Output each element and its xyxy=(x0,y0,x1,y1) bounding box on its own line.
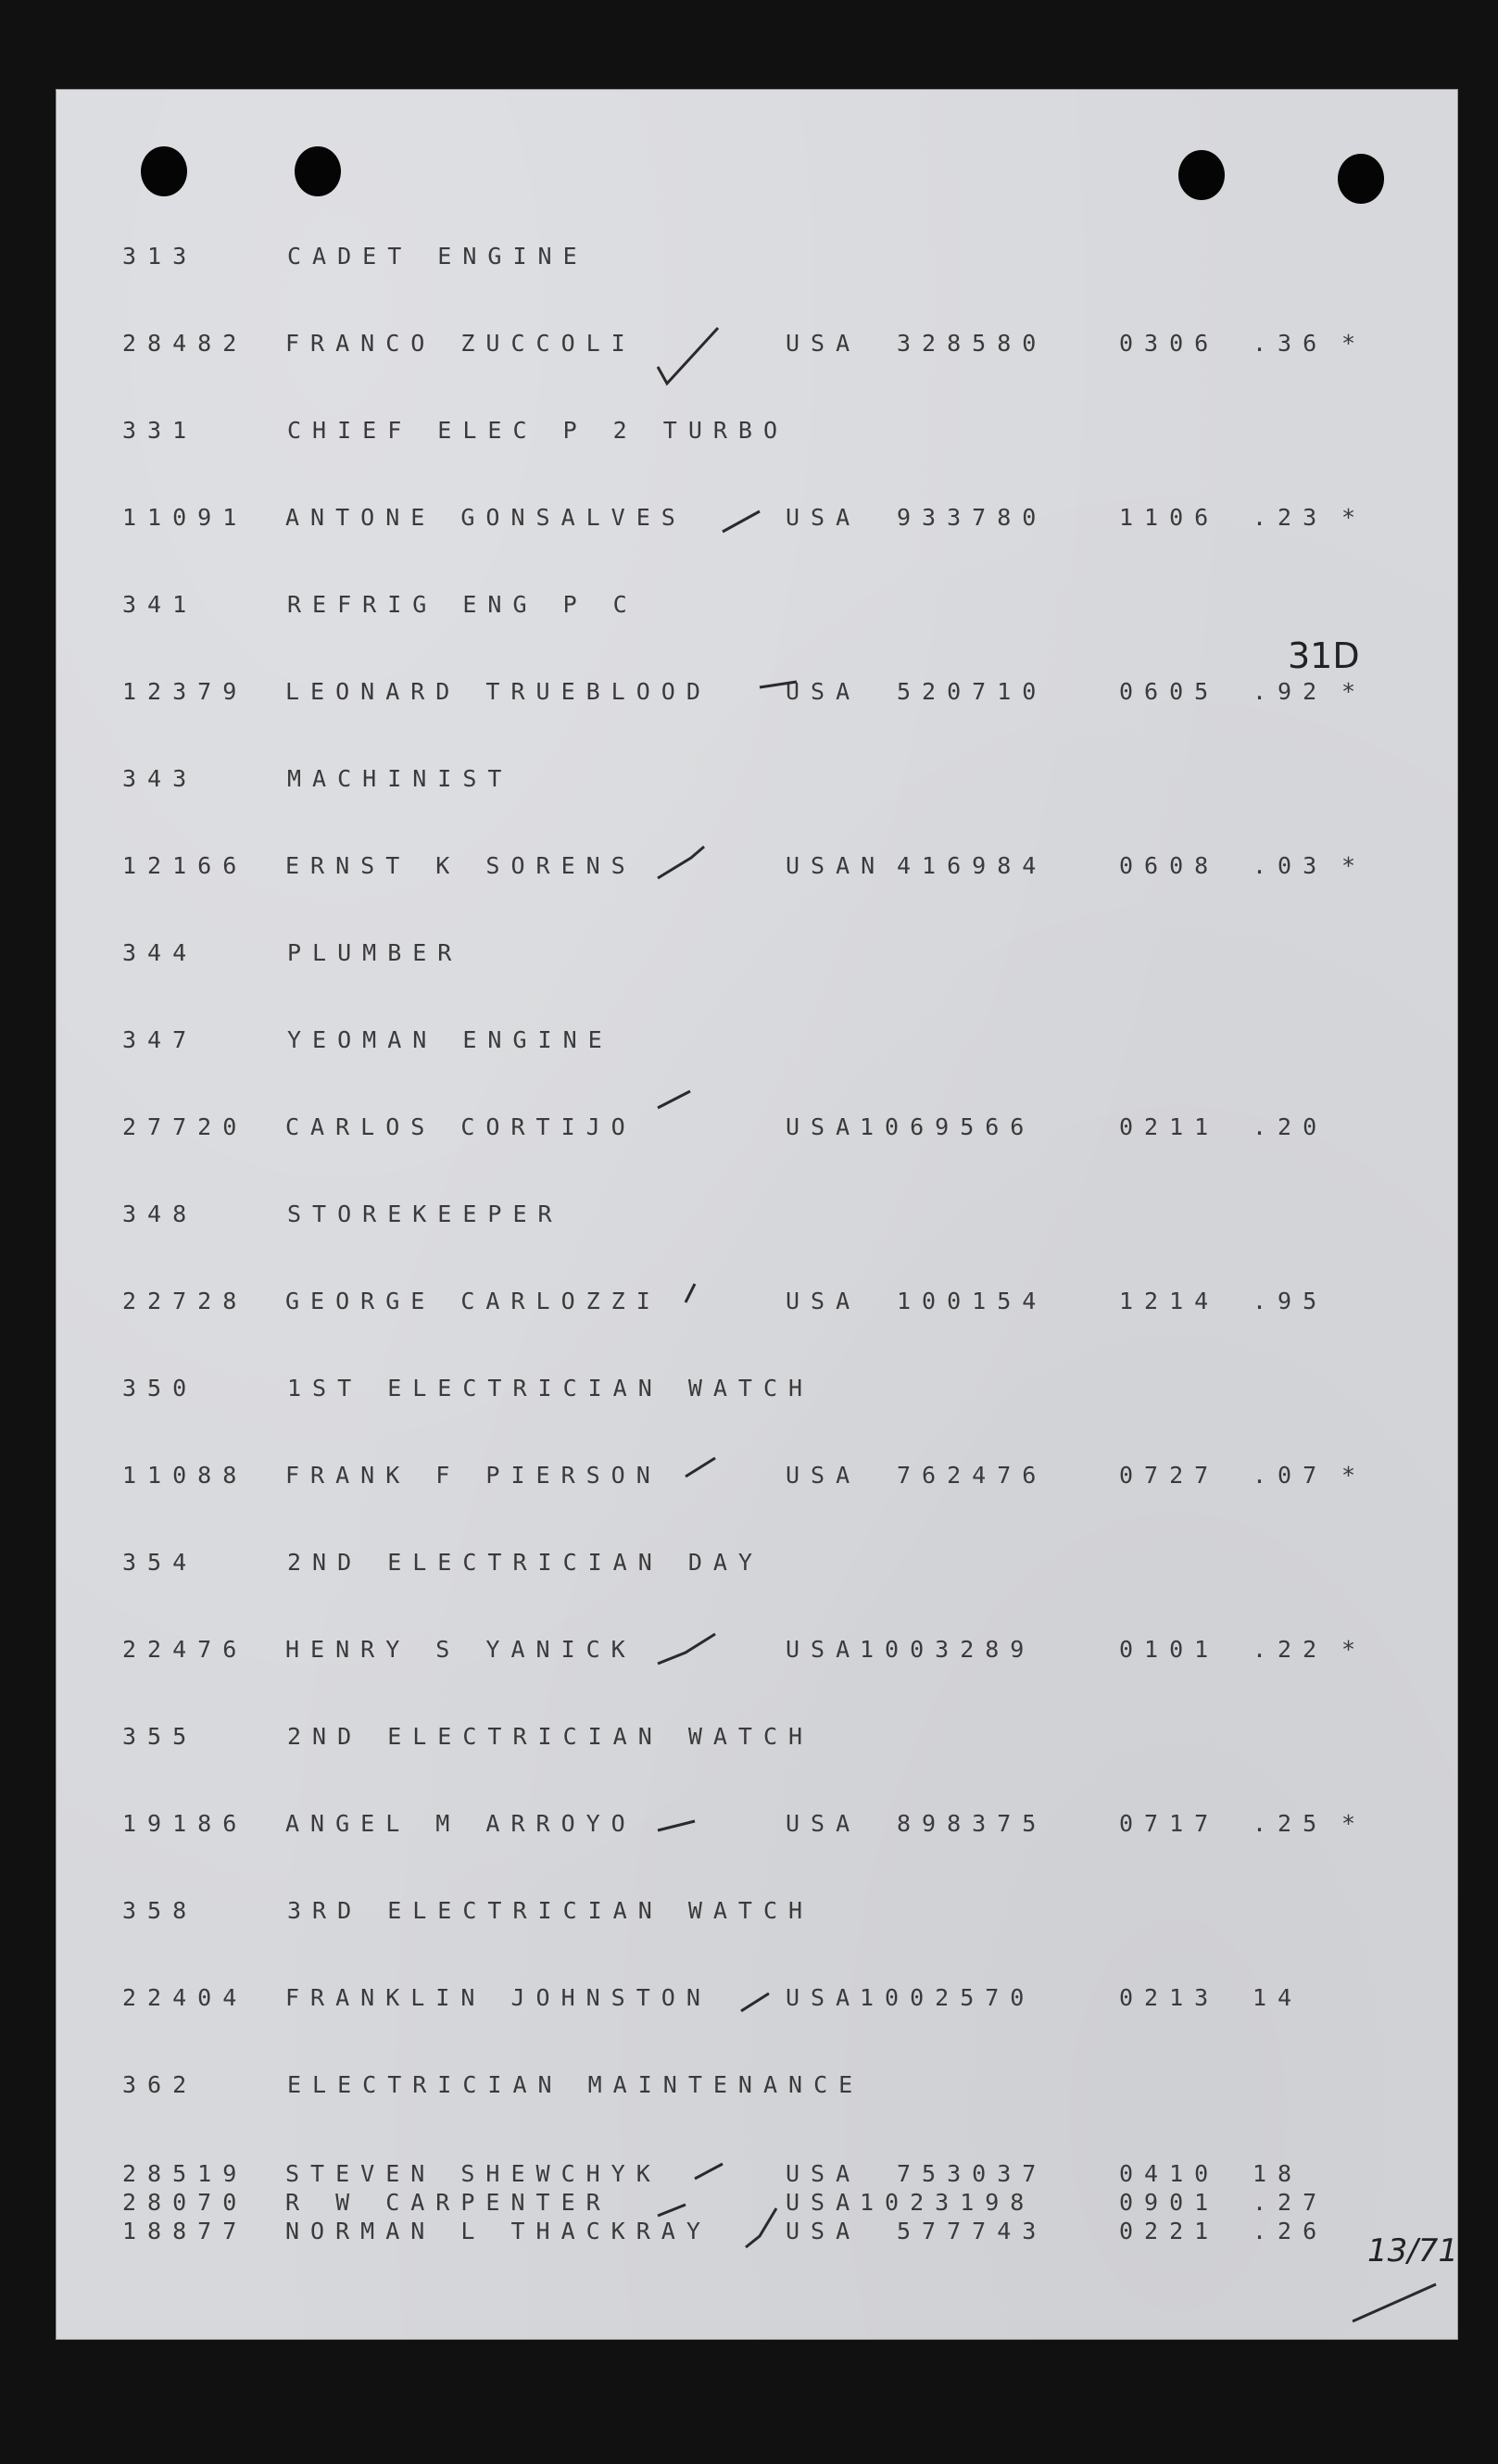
crew-id: 28070 xyxy=(122,2189,248,2216)
date-code: 0221 xyxy=(1119,2218,1220,2244)
citizenship: USA xyxy=(786,1636,862,1663)
star-mark: * xyxy=(1341,330,1356,357)
document-number: 933780 xyxy=(897,504,1048,531)
crew-id: 11088 xyxy=(122,1462,248,1489)
document-number: 1069566 xyxy=(860,1113,1036,1140)
star-mark: * xyxy=(1341,678,1356,705)
position-code: 344 xyxy=(122,939,198,966)
rate: 14 xyxy=(1253,1984,1303,2011)
date-code: 0901 xyxy=(1119,2189,1220,2216)
crew-id: 12379 xyxy=(122,678,248,705)
crew-name: GEORGE CARLOZZI xyxy=(285,1288,661,1314)
position-code: 331 xyxy=(122,417,198,444)
document-number: 577743 xyxy=(897,2218,1048,2244)
citizenship: USA xyxy=(786,330,862,357)
document-number: 100154 xyxy=(897,1288,1048,1314)
check-mark xyxy=(658,328,718,383)
citizenship: USAN xyxy=(786,852,887,879)
check-mark xyxy=(658,1091,690,1108)
rate: .36 xyxy=(1253,330,1328,357)
position-title: STOREKEEPER xyxy=(287,1201,563,1227)
page-number-slash xyxy=(1353,2284,1436,2321)
citizenship: USA xyxy=(786,504,862,531)
date-code: 0608 xyxy=(1119,852,1220,879)
check-mark xyxy=(723,511,760,532)
document-number: 1023198 xyxy=(860,2189,1036,2216)
crew-name: FRANCO ZUCCOLI xyxy=(285,330,636,357)
date-code: 1214 xyxy=(1119,1288,1220,1314)
position-code: 347 xyxy=(122,1026,198,1053)
crew-id: 19186 xyxy=(122,1810,248,1837)
citizenship: USA xyxy=(786,1984,862,2011)
rate: .27 xyxy=(1253,2189,1328,2216)
check-mark xyxy=(658,847,704,878)
page-annotation: 13/71 xyxy=(1367,2232,1458,2269)
citizenship: USA xyxy=(786,1288,862,1314)
rate: .03 xyxy=(1253,852,1328,879)
position-title: 2ND ELECTRICIAN WATCH xyxy=(287,1723,814,1750)
date-code: 0306 xyxy=(1119,330,1220,357)
crew-id: 28519 xyxy=(122,2160,248,2187)
document-number: 898375 xyxy=(897,1810,1048,1837)
star-mark: * xyxy=(1341,1462,1356,1489)
position-code: 358 xyxy=(122,1897,198,1924)
position-code: 348 xyxy=(122,1201,198,1227)
date-code: 0605 xyxy=(1119,678,1220,705)
position-code: 313 xyxy=(122,243,198,270)
rate: .07 xyxy=(1253,1462,1328,1489)
date-code: 1106 xyxy=(1119,504,1220,531)
crew-name: ANGEL M ARROYO xyxy=(285,1810,636,1837)
crew-name: ERNST K SORENS xyxy=(285,852,636,879)
citizenship: USA xyxy=(786,2218,862,2244)
position-title: 1ST ELECTRICIAN WATCH xyxy=(287,1375,814,1402)
citizenship: USA xyxy=(786,2160,862,2187)
rate: .92 xyxy=(1253,678,1328,705)
document-number: 328580 xyxy=(897,330,1048,357)
crew-name: HENRY S YANICK xyxy=(285,1636,636,1663)
citizenship: USA xyxy=(786,1810,862,1837)
citizenship: USA xyxy=(786,2189,862,2216)
crew-name: ANTONE GONSALVES xyxy=(285,504,686,531)
rate: 18 xyxy=(1253,2160,1303,2187)
check-mark xyxy=(686,1458,715,1477)
crew-id: 28482 xyxy=(122,330,248,357)
crew-name: FRANKLIN JOHNSTON xyxy=(285,1984,711,2011)
position-title: CADET ENGINE xyxy=(287,243,588,270)
position-code: 362 xyxy=(122,2071,198,2098)
check-mark xyxy=(741,1993,769,2011)
star-mark: * xyxy=(1341,504,1356,531)
crew-id: 22476 xyxy=(122,1636,248,1663)
position-title: PLUMBER xyxy=(287,939,463,966)
rate: .95 xyxy=(1253,1288,1328,1314)
date-code: 0717 xyxy=(1119,1810,1220,1837)
date-code: 0101 xyxy=(1119,1636,1220,1663)
document-number: 753037 xyxy=(897,2160,1048,2187)
crew-id: 27720 xyxy=(122,1113,248,1140)
crew-id: 12166 xyxy=(122,852,248,879)
crew-id: 11091 xyxy=(122,504,248,531)
citizenship: USA xyxy=(786,678,862,705)
check-mark xyxy=(658,1821,695,1830)
position-code: 355 xyxy=(122,1723,198,1750)
citizenship: USA xyxy=(786,1462,862,1489)
citizenship: USA xyxy=(786,1113,862,1140)
position-code: 343 xyxy=(122,765,198,792)
document-number: 1002570 xyxy=(860,1984,1036,2011)
document-number: 1003289 xyxy=(860,1636,1036,1663)
crew-name: CARLOS CORTIJO xyxy=(285,1113,636,1140)
star-mark: * xyxy=(1341,1636,1356,1663)
check-mark xyxy=(746,2208,776,2247)
position-title: 2ND ELECTRICIAN DAY xyxy=(287,1549,763,1576)
date-code: 0211 xyxy=(1119,1113,1220,1140)
check-mark xyxy=(695,2164,723,2179)
position-title: REFRIG ENG P C xyxy=(287,591,638,618)
date-code: 0727 xyxy=(1119,1462,1220,1489)
rate: .22 xyxy=(1253,1636,1328,1663)
check-mark xyxy=(658,1634,715,1664)
date-code: 0410 xyxy=(1119,2160,1220,2187)
rate: .23 xyxy=(1253,504,1328,531)
crew-name: STEVEN SHEWCHYK xyxy=(285,2160,661,2187)
position-code: 350 xyxy=(122,1375,198,1402)
crew-id: 22404 xyxy=(122,1984,248,2011)
document-number: 762476 xyxy=(897,1462,1048,1489)
rate: .25 xyxy=(1253,1810,1328,1837)
position-title: 3RD ELECTRICIAN WATCH xyxy=(287,1897,814,1924)
check-mark xyxy=(686,1284,695,1302)
position-title: MACHINIST xyxy=(287,765,513,792)
rate: .26 xyxy=(1253,2218,1328,2244)
star-mark: * xyxy=(1341,1810,1356,1837)
document-number: 520710 xyxy=(897,678,1048,705)
document-sheet xyxy=(56,89,1458,2340)
rate: .20 xyxy=(1253,1113,1328,1140)
crew-name: NORMAN L THACKRAY xyxy=(285,2218,711,2244)
position-code: 341 xyxy=(122,591,198,618)
position-title: ELECTRICIAN MAINTENANCE xyxy=(287,2071,864,2098)
crew-name: R W CARPENTER xyxy=(285,2189,611,2216)
crew-id: 22728 xyxy=(122,1288,248,1314)
corner-annotation: 31D xyxy=(1288,635,1360,676)
position-code: 354 xyxy=(122,1549,198,1576)
check-mark xyxy=(760,682,797,687)
star-mark: * xyxy=(1341,852,1356,879)
check-mark xyxy=(658,2205,686,2216)
position-title: CHIEF ELEC P 2 TURBO xyxy=(287,417,789,444)
crew-name: LEONARD TRUEBLOOD xyxy=(285,678,711,705)
document-number: 416984 xyxy=(897,852,1048,879)
crew-name: FRANK F PIERSON xyxy=(285,1462,661,1489)
crew-id: 18877 xyxy=(122,2218,248,2244)
handwritten-check-marks xyxy=(56,89,1458,2340)
position-title: YEOMAN ENGINE xyxy=(287,1026,613,1053)
date-code: 0213 xyxy=(1119,1984,1220,2011)
